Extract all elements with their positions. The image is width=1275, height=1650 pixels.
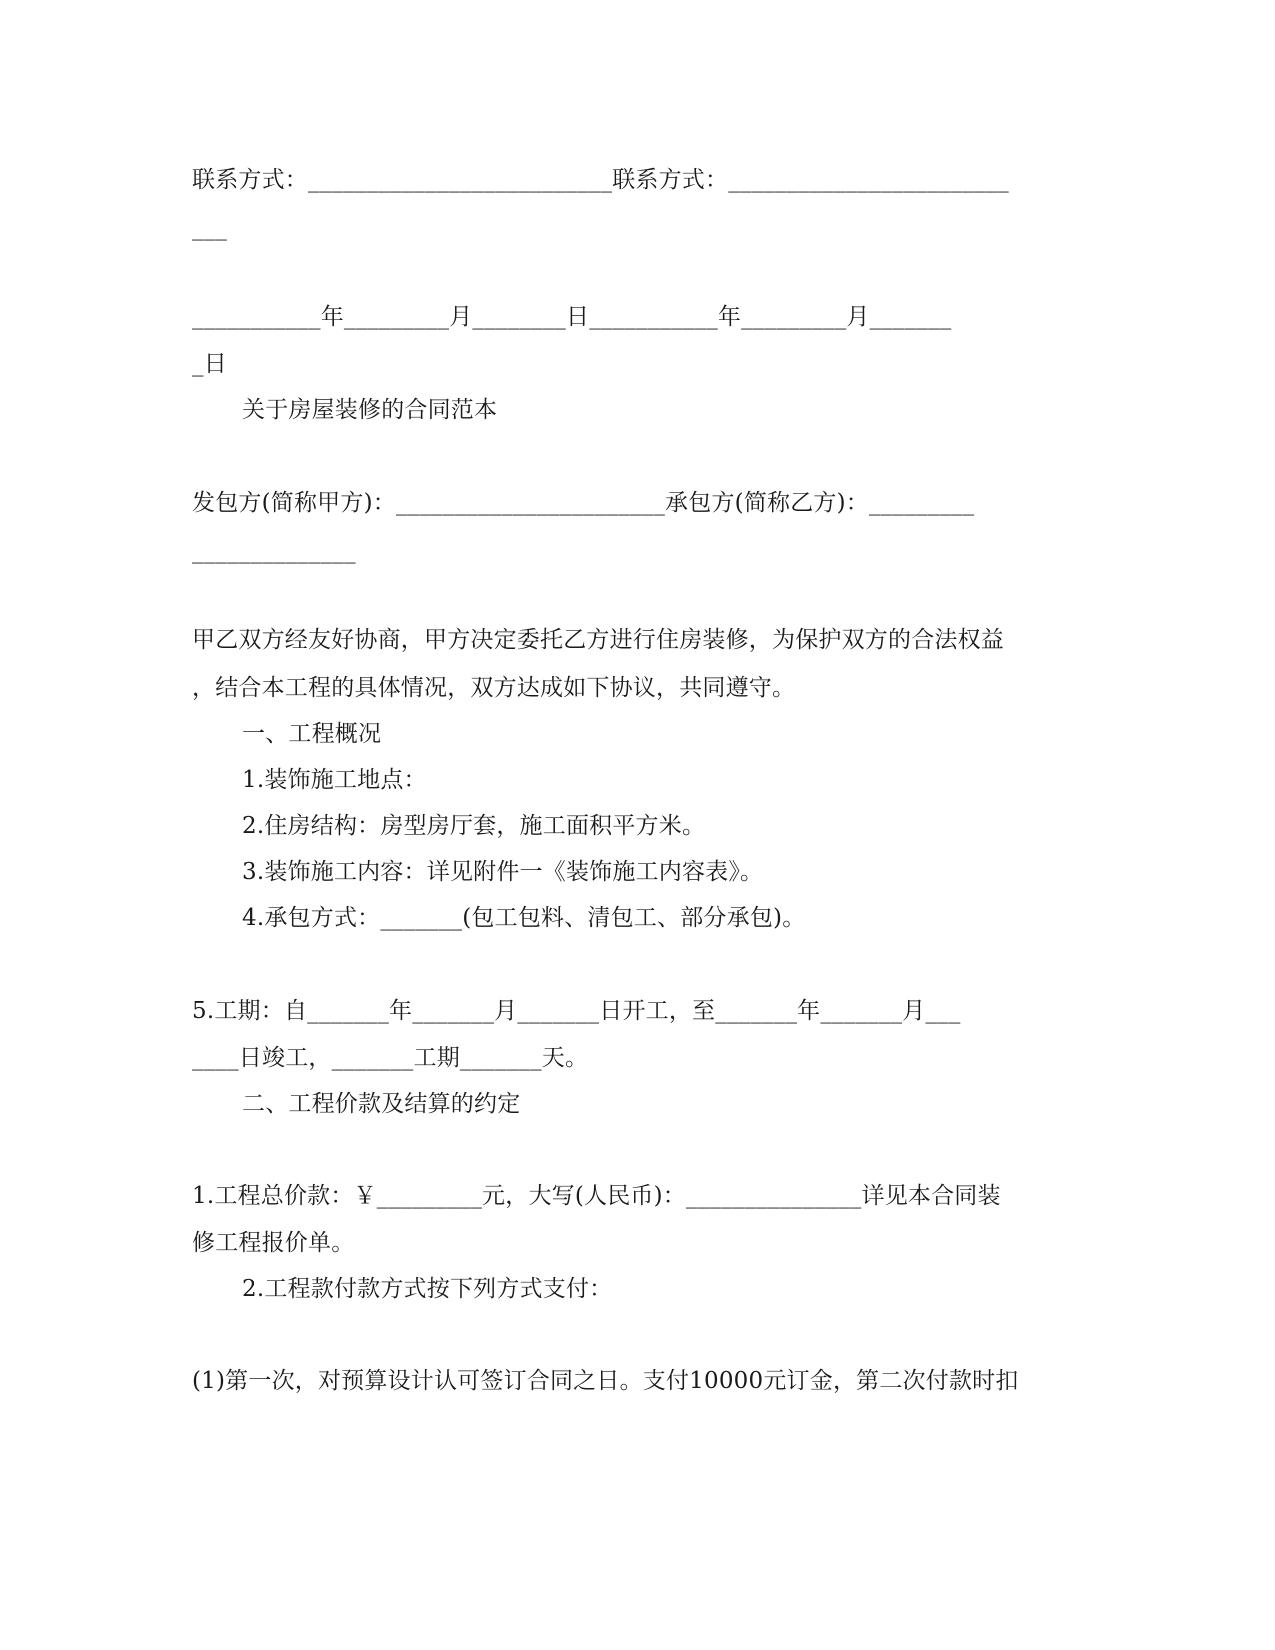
clause-period-continued: ____日竣工，_______工期_______天。 — [192, 1045, 589, 1071]
contact-info-line-continued: ___ — [192, 215, 228, 241]
contact-info-line: 联系方式：__________________________联系方式：________________________ — [192, 167, 1009, 193]
clause-contract-method: 4.承包方式：_______(包工包料、清包工、部分承包)。 — [242, 905, 806, 931]
clause-payment-method: 2.工程款付款方式按下列方式支付： — [242, 1276, 613, 1302]
preamble-paragraph-continued: ，结合本工程的具体情况，双方达成如下协议，共同遵守。 — [192, 675, 796, 701]
date-line-continued: _日 — [192, 351, 227, 377]
clause-site: 1.装饰施工地点： — [242, 767, 427, 793]
date-line: ___________年_________月________日___________年_________月_______ — [192, 304, 952, 330]
parties-line-continued: ______________ — [192, 538, 356, 564]
preamble-paragraph: 甲乙双方经友好协商，甲方决定委托乙方进行住房装修，为保护双方的合法权益 — [192, 627, 1004, 653]
clause-total-price: 1.工程总价款：￥_________元，大写(人民币)：_______________详见本合同装 — [192, 1183, 1001, 1209]
clause-period: 5.工期：自_______年_______月_______日开工，至_______年_______月___ — [192, 998, 961, 1024]
section-heading-price: 二、工程价款及结算的约定 — [242, 1091, 521, 1117]
clause-structure: 2.住房结构：房型房厅套，施工面积平方米。 — [242, 813, 706, 839]
parties-line: 发包方(简称甲方)：_______________________承包方(简称乙方)：_________ — [192, 490, 975, 516]
section-heading-overview: 一、工程概况 — [242, 721, 382, 747]
document-title: 关于房屋装修的合同范本 — [242, 397, 498, 423]
clause-first-payment: (1)第一次，对预算设计认可签订合同之日。支付10000元订金，第二次付款时扣 — [192, 1368, 1019, 1394]
clause-total-price-continued: 修工程报价单。 — [192, 1230, 355, 1256]
clause-content: 3.装饰施工内容：详见附件一《装饰施工内容表》。 — [242, 859, 764, 885]
